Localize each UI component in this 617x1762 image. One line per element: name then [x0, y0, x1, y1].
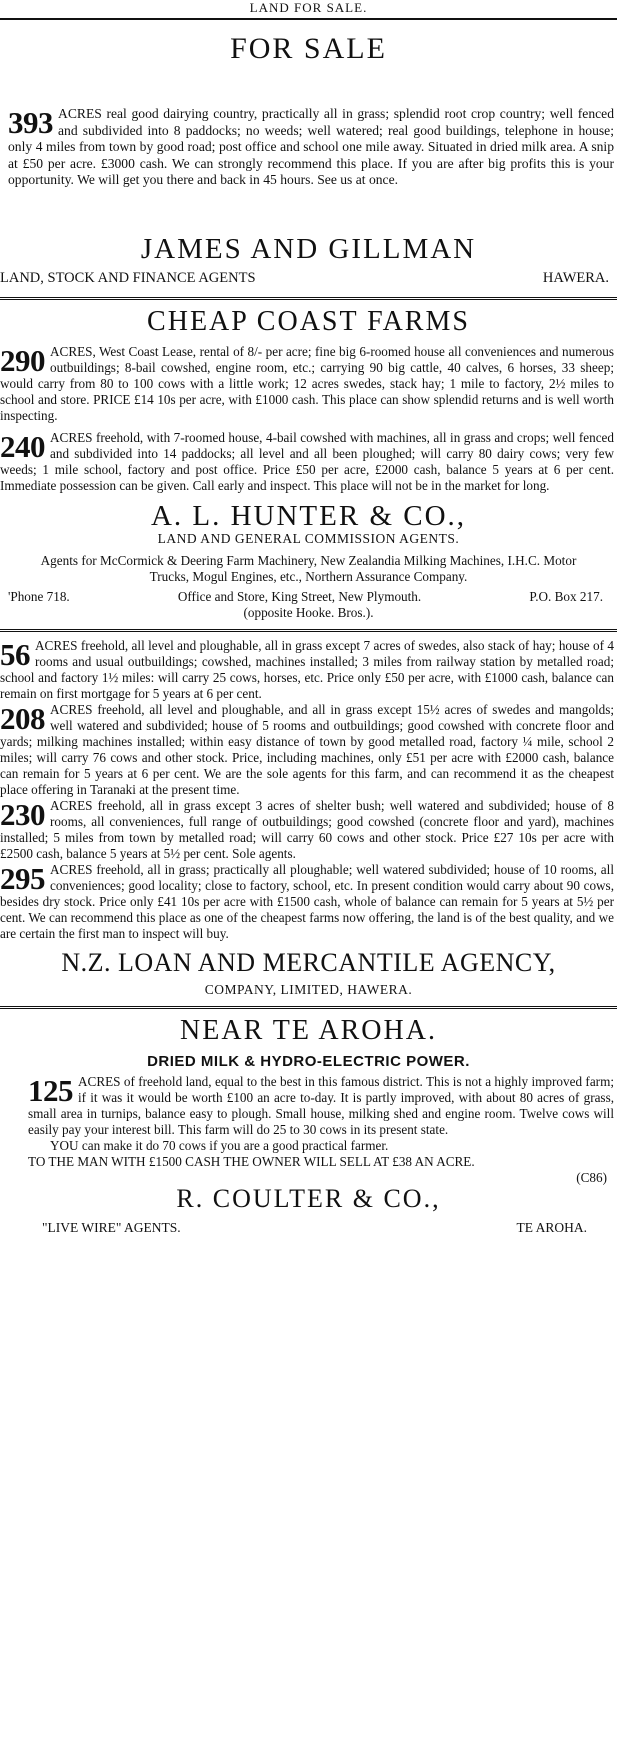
cheap-coast-farms-title: CHEAP COAST FARMS [147, 305, 470, 337]
listing-number: 393 [8, 105, 53, 140]
agent-tagline: COMPANY, LIMITED, HAWERA. [204, 981, 413, 997]
divider [0, 629, 617, 632]
listing-208 [0, 702, 614, 798]
near-te-aroha-title: NEAR TE AROHA. [180, 1014, 437, 1046]
agent-tagline: LAND AND GENERAL COMMISSION AGENTS. [157, 530, 460, 546]
listing-125 [0, 1074, 614, 1138]
listing-number: 240 [0, 428, 45, 464]
agent-name: JAMES AND GILLMAN [140, 232, 477, 265]
listing-text: ACRES freehold, all level and ploughable, all in grass except 7 acres of swedes, also stack of hay; house of 4 rooms and usual outbuildings; cowshed, machines installed; 3 miles from railway station by metalled road; school and factory 1½ miles: will carry 25 cows, horses, etc. Price only £50 per acre, with £1000 cash, balance can remain on first mortgage for 5 years at 6 per cent. [0, 637, 614, 701]
listing-240 [0, 430, 614, 494]
agent-location: HAWERA. [542, 269, 609, 286]
listing-text: ACRES, West Coast Lease, rental of 8/- per acre; fine big 6-roomed house all conveniences and numerous outbuildings; 8-bail cowshed, engine room, etc.; carrying 90 big cattle, 40 calves, 6 horses, 33 sheep; would carry from 80 to 100 cows with a little work; 12 acres swedes, stack hay; 1 mile to factory, 2½ miles to school and store. PRICE £14 10s per acre, with £1000 cash. This place can show splendid returns and is well worth inspecting. [0, 343, 614, 423]
listing-56 [0, 638, 614, 702]
agent-address-note: (opposite Hooke. Bros.). [243, 604, 374, 620]
divider [0, 18, 617, 20]
listing-text: ACRES freehold, with 7-roomed house, 4-bail cowshed with machines, all in grass and crops; well fenced and subdivided into 14 paddocks; all level and all been ploughed; will carry 80 dairy cows; very few weeds; 1 mile school, factory and post office. Price £50 per acre, £2000 cash, balance 5 years at 6 per cent. Immediate possession can be given. Call early and inspect. This place will not be in the market for long. [0, 429, 614, 493]
listing-230 [0, 798, 614, 862]
agent-tagline: LAND, STOCK AND FINANCE AGENTS [0, 269, 256, 286]
block-subtitle: DRIED MILK & HYDRO-ELECTRIC POWER. [147, 1052, 470, 1070]
listing-offer: TO THE MAN WITH £1500 CASH THE OWNER WILL SELL AT £38 AN ACRE. [28, 1153, 475, 1169]
listing-290 [0, 344, 614, 424]
phone: 'Phone 718. [8, 588, 70, 604]
listing-text: ACRES freehold, all in grass except 3 acres of shelter bush; well watered and subdivided; house of 8 rooms, all conveniences, full range of outbuildings; good cowshed (concrete floor and yard), machines installed; 5 miles from town by metalled road; will carry 60 cows and other stock. Price £27 10s per acre with £2500 cash, balance 5 years at 5½ per cent. Sole agents. [0, 797, 614, 861]
po-box: P.O. Box 217. [529, 588, 603, 604]
divider [0, 297, 617, 300]
listing-number: 56 [0, 636, 30, 672]
listing-393 [0, 106, 614, 189]
agent-tagline: "LIVE WIRE" AGENTS. [42, 1219, 181, 1235]
listing-number: 208 [0, 700, 45, 736]
agent-location: TE AROHA. [516, 1219, 587, 1235]
divider [0, 1006, 617, 1009]
office-address: Office and Store, King Street, New Plymouth. [177, 588, 422, 604]
listing-text: ACRES freehold, all in grass; practically all ploughable; well watered subdivided; house of 10 rooms, all conveniences; good locality; close to factory, school, etc. In present condition would carry about 90 cows, besides dry stock. Price only £41 10s per acre with £1500 cash, whole of balance can remain for 5 years at 5½ per cent. We can recommend this place as one of the cheapest farms now offering, the land is of the best quality, and we are certain the first man to inspect will buy. [0, 861, 614, 941]
listing-callout: YOU can make it do 70 cows if you are a good practical farmer. [50, 1137, 389, 1153]
agent-tagline-row [0, 1220, 617, 1236]
agent-name: A. L. HUNTER & CO., [150, 499, 467, 532]
agent-contact-row [0, 589, 617, 605]
agent-name: N.Z. LOAN AND MERCANTILE AGENCY, [61, 947, 556, 977]
listing-number: 295 [0, 860, 45, 896]
ad-code: (C86) [576, 1169, 607, 1185]
agent-description: Agents for McCormick & Deering Farm Machinery, New Zealandia Milking Machines, I.H.C. Motor Trucks, Mogul Engines, etc., Northern Assurance Company. [40, 552, 577, 584]
section-header: LAND FOR SALE. [249, 0, 368, 15]
listing-text: ACRES freehold, all level and ploughable, and all in grass except 15½ acres of swedes and mangolds; well watered and subdivided; house of 5 rooms and outbuildings; good cowshed with concrete floor and yards; milking machines installed; within easy distance of town by good metalled road, factory ¼ mile, school 2 miles; will carry 76 cows and other stock. Price, including machines, only £51 per acre with £2000 cash, balance can remain for 5 years at 6 per cent. We are the sole agents for this farm, and can recommend it as the cheapest place offering in Taranaki at the present time. [0, 701, 614, 797]
agent-name: R. COULTER & CO., [176, 1183, 441, 1213]
agent-tagline-row [0, 270, 617, 287]
listing-text: ACRES of freehold land, equal to the best in this famous district. This is not a highly improved farm; if it was it would be worth £100 an acre to-day. It is partly improved, with about 80 acres of grass, small area in turnips, balance easy to plough. Small house, milking shed and engine room. Twelve cows will easily pay your interest bill. This farm will do 25 to 30 cows in its present state. [28, 1073, 614, 1137]
listing-text: ACRES real good dairying country, practically all in grass; splendid root crop country; well fenced and subdivided into 8 paddocks; no weeds; well watered; real good buildings, telephone in house; only 4 miles from town by good road; post office and school one mile away. Situated in dried milk area. A snip at £50 per acre. £3000 cash. We can strongly recommend this place. If you are after big profits this is your opportunity. We will get you there and back in 45 hours. See us at once. [8, 106, 614, 187]
listing-number: 290 [0, 342, 45, 378]
for-sale-title: FOR SALE [230, 32, 387, 65]
listing-number: 230 [0, 796, 45, 832]
listing-number: 125 [28, 1072, 73, 1108]
listing-295 [0, 862, 614, 942]
